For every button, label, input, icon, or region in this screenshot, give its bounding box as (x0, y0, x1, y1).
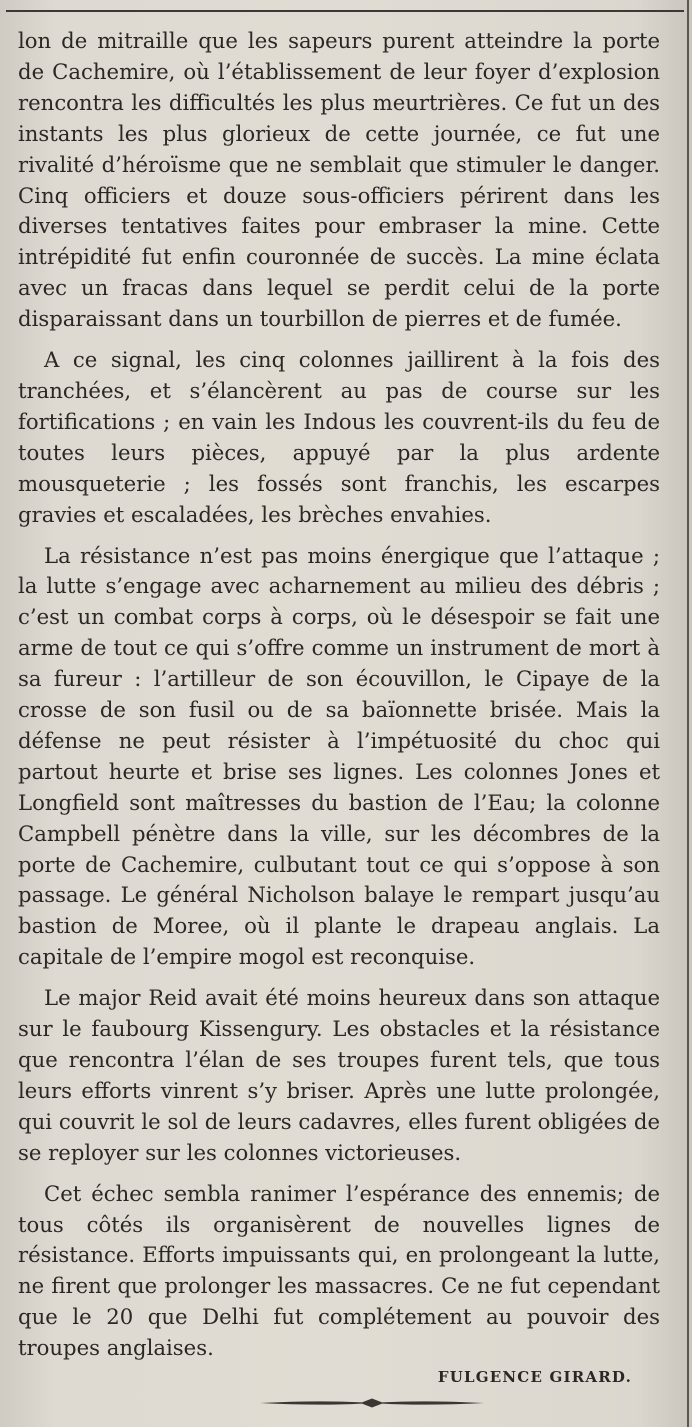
top-rule (6, 10, 684, 12)
article-paragraph-3: La résistance n’est pas moins énergique que l’attaque ; la lutte s’engage avec acharnement au milieu des débris ; c’est un combat corps à corps, où le désespoir se fait une arme de tout ce qui s’offre comme un instrument de mort à sa fureur : l’artilleur de son écouvillon, le Cipaye de la crosse de son fusil ou de sa baïonnette brisée. Mais la défense ne peut résister à l’impétuosité du choc qui partout heurte et brise ses lignes. Les colonnes Jones et Longfield sont maîtresses du bastion de l’Eau; la colonne Campbell pénètre dans la ville, sur les décombres de la porte de Cachemire, culbutant tout ce qui s’oppose à son passage. Le général Nicholson balaye le rempart jusqu’au bastion de Moree, où il plante le drapeau anglais. La capitale de l’empire mogol est reconquise. (18, 542, 660, 970)
author-signature: FULGENCE GIRARD. (437, 1368, 632, 1387)
ornamental-divider (258, 1396, 486, 1410)
article-column (18, 26, 660, 1386)
article-paragraph-1: lon de mitraille que les sapeurs purent atteindre la porte de Cachemire, où l’établissement de leur foyer d’explosion rencontra les difficultés les plus meurtrières. Ce fut un des instants les plus glorieux de cette journée, ce fut une rivalité d’héroïsme que ne semblait que stimuler le danger. Cinq officiers et douze sous-officiers périrent dans les diverses tentatives faites pour embraser la mine. Cette intrépidité fut enfin couronnée de succès. La mine éclata avec un fracas dans lequel se perdit celui de la porte disparaissant dans un tourbillon de pierres et de fumée. (18, 28, 660, 332)
article-paragraph-2: A ce signal, les cinq colonnes jaillirent à la fois des tranchées, et s’élancèrent au pas de course sur les fortifications ; en vain les Indous les couvrent-ils du feu de toutes leurs pièces, appuyé par la plus ardente mousqueterie ; les fossés sont franchis, les escarpes gravies et escaladées, les brèches envahies. (18, 347, 660, 527)
article-paragraph-4: Le major Reid avait été moins heureux dans son attaque sur le faubourg Kissengury. Les obstacles et la résistance que rencontra l’élan de ses troupes furent tels, que tous leurs efforts vinrent s’y briser. Après une lutte prolongée, qui couvrit le sol de leurs cadavres, elles furent obligées de se reployer sur les colonnes victorieuses. (18, 985, 660, 1165)
article-paragraph-5: Cet échec sembla ranimer l’espérance des ennemis; de tous côtés ils organisèrent de nouvelles lignes de résistance. Efforts impuissants qui, en prolongeant la lutte, ne firent que prolonger les massacres. Ce ne fut cependant que le 20 que Delhi fut complétement au pouvoir des troupes anglaises. (18, 1180, 660, 1361)
column-edge-rule (687, 0, 689, 1427)
